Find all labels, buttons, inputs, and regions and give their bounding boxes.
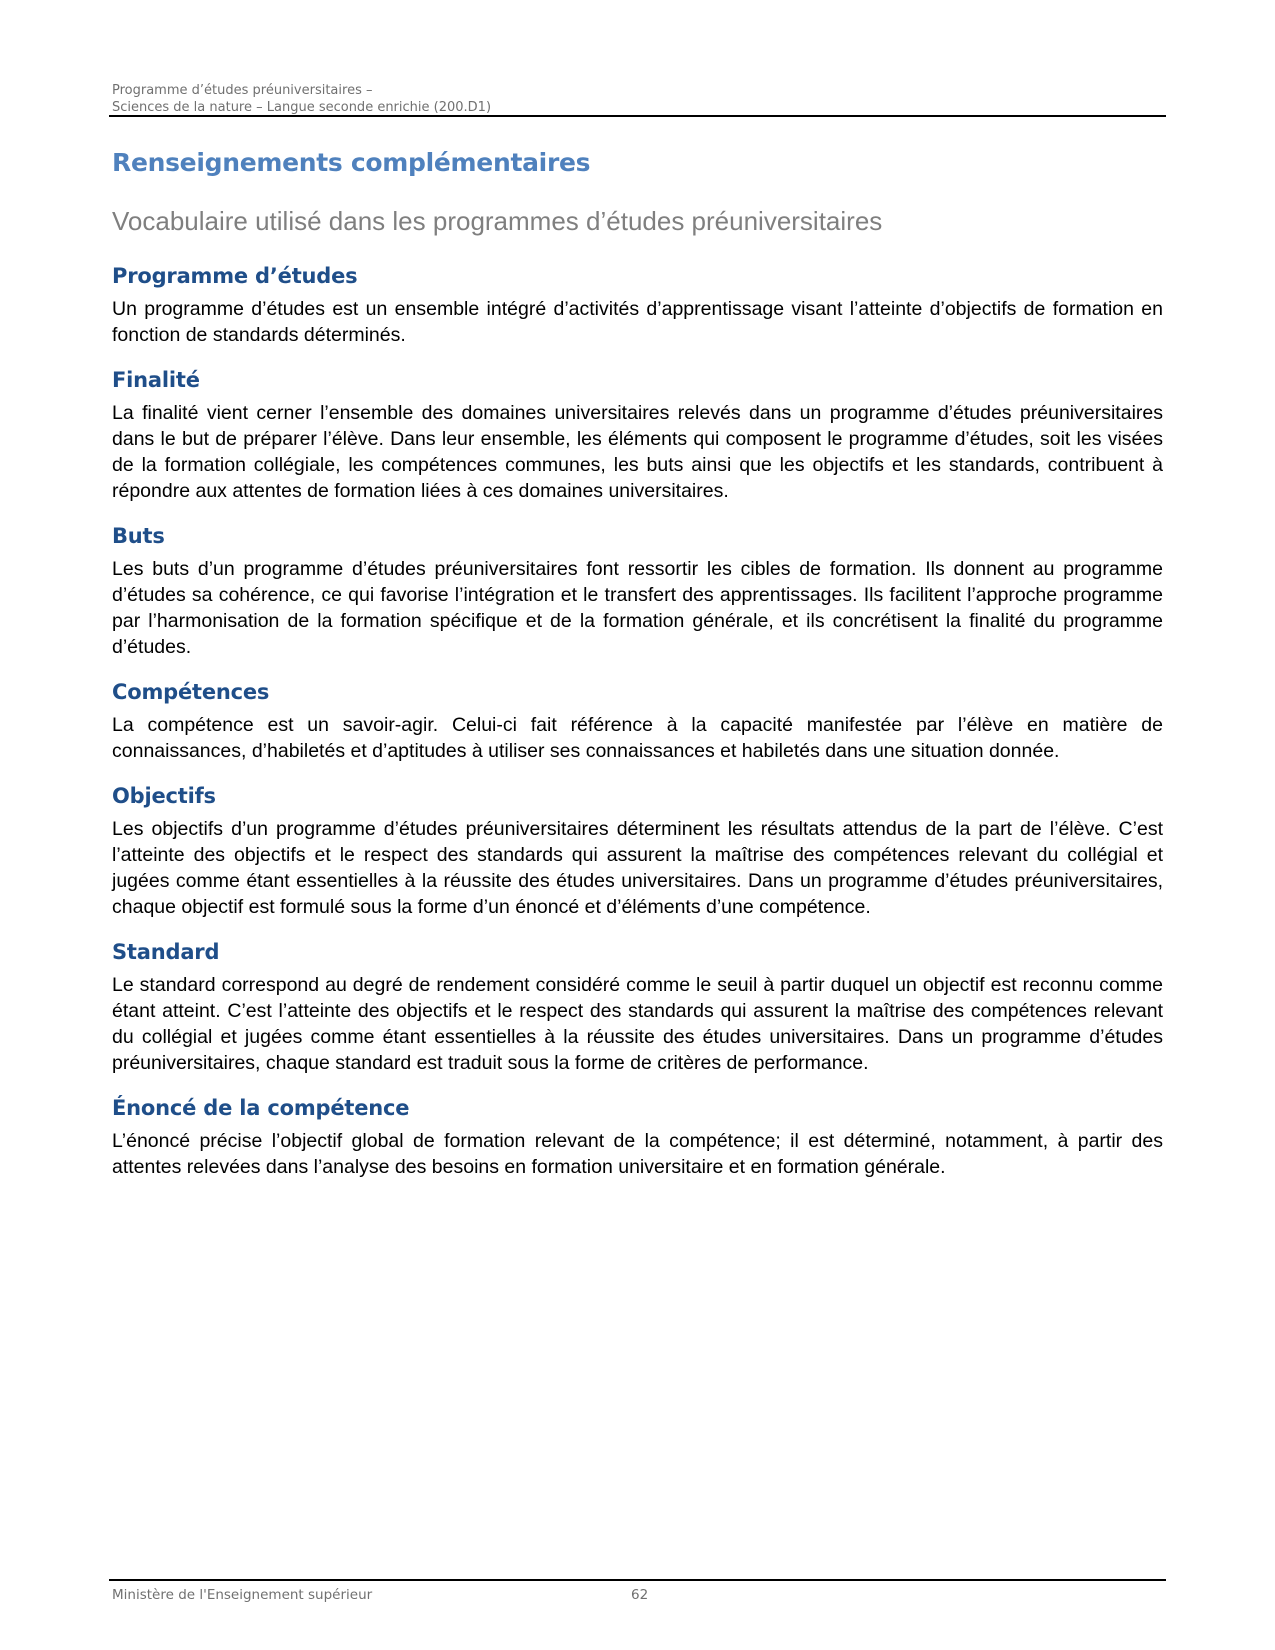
section-finalite [112,366,1163,504]
section-heading: Compétences [112,680,270,704]
section-enonce-competence [112,1094,1163,1180]
section-body: L’énoncé précise l’objectif global de formation relevant de la compétence; il est déterminé, notamment, à partir des attentes relevées dans l’analyse des besoins en formation universitaire et en formation générale. [112,1130,1163,1178]
footer-rule [109,1579,1166,1581]
running-header [112,82,1163,116]
section-heading: Finalité [112,368,200,392]
section-body: La finalité vient cerner l’ensemble des domaines universitaires relevés dans un programme d’études préuniversitaires dans le but de préparer l’élève. Dans leur ensemble, les éléments qui composent le programme d’études, soit les visées de la formation collégiale, les compétences communes, les buts ainsi que les objectifs et les standards, contribuent à répondre aux attentes de formation liées à ces domaines universitaires. [112,402,1163,502]
section-body: Les objectifs d’un programme d’études préuniversitaires déterminent les résultats attendus de la part de l’élève. C’est l’atteinte des objectifs et le respect des standards qui assurent la maîtrise des compétences relevant du collégial et jugées comme étant essentielles à la réussite des études universitaires. Dans un programme d’études préuniversitaires, chaque objectif est formulé sous la forme d’un énoncé et d’éléments d’une compétence. [112,818,1163,918]
running-header-line-2: Sciences de la nature – Langue seconde enrichie (200.D1) [112,100,492,115]
section-body: La compétence est un savoir-agir. Celui-ci fait référence à la capacité manifestée par l’élève en matière de connaissances, d’habiletés et d’aptitudes à utiliser ses connaissances et habiletés dans une situation donnée. [112,714,1163,762]
section-standard [112,938,1163,1076]
section-buts [112,522,1163,660]
section-heading: Énoncé de la compétence [112,1096,410,1120]
running-header-line-1: Programme d’études préuniversitaires – [112,83,373,98]
footer-ministry: Ministère de l'Enseignement supérieur [112,1587,373,1603]
section-body: Les buts d’un programme d’études préuniversitaires font ressortir les cibles de formation. Ils donnent au programme d’études sa cohérence, ce qui favorise l’intégration et le transfert des apprentissages. Ils facilitent l’approche programme par l’harmonisation de la formation spécifique et de la formation générale, et ils concrétisent la finalité du programme d’études. [112,558,1163,658]
header-rule [109,115,1166,117]
page-title: Renseignements complémentaires [112,148,591,177]
page-subtitle: Vocabulaire utilisé dans les programmes d’études préuniversitaires [112,206,883,236]
section-competences [112,678,1163,764]
section-body: Un programme d’études est un ensemble intégré d’activités d’apprentissage visant l’atteinte d’objectifs de formation en fonction de standards déterminés. [112,298,1163,346]
section-body: Le standard correspond au degré de rendement considéré comme le seuil à partir duquel un objectif est reconnu comme étant atteint. C’est l’atteinte des objectifs et le respect des standards qui assurent la maîtrise des compétences relevant du collégial et jugées comme étant essentielles à la réussite des études universitaires. Dans un programme d’études préuniversitaires, chaque standard est traduit sous la forme de critères de performance. [112,974,1163,1074]
page-number: 62 [631,1587,649,1603]
section-programme-etudes [112,262,1163,348]
definitions-list [112,262,1163,1198]
section-heading: Buts [112,524,165,548]
section-heading: Objectifs [112,784,216,808]
section-objectifs [112,782,1163,920]
section-heading: Programme d’études [112,264,358,288]
section-heading: Standard [112,940,220,964]
